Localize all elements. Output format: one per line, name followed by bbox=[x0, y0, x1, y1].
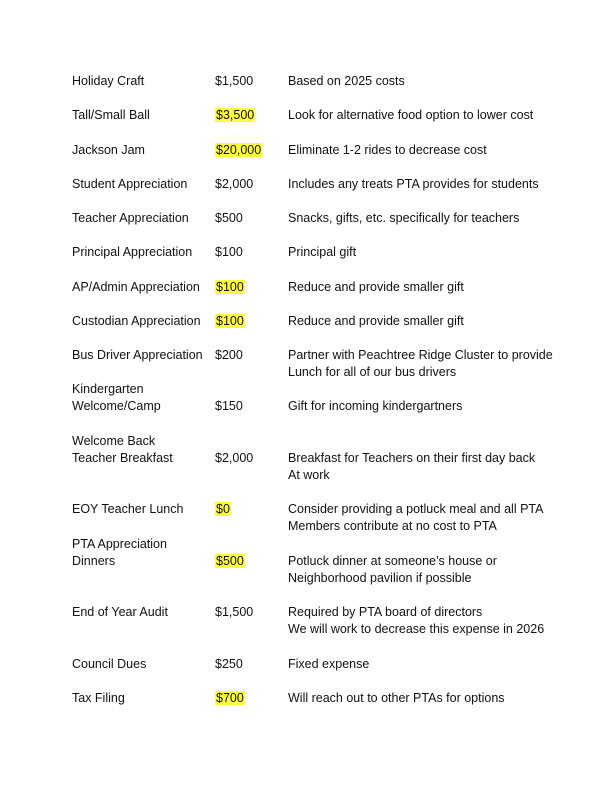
budget-amount: $150 bbox=[215, 399, 243, 413]
item-name-line: Jackson Jam bbox=[72, 143, 145, 157]
budget-note bbox=[288, 450, 588, 484]
item-name-line: Kindergarten bbox=[72, 382, 144, 396]
budget-amount-cell bbox=[215, 690, 285, 707]
budget-amount-cell bbox=[215, 656, 285, 673]
budget-amount-cell bbox=[215, 107, 285, 124]
budget-item bbox=[72, 313, 214, 330]
budget-amount-cell bbox=[215, 73, 285, 90]
budget-amount: $100 bbox=[215, 245, 243, 259]
budget-note bbox=[288, 176, 588, 193]
note-line: Based on 2025 costs bbox=[288, 74, 405, 88]
budget-amount: $500 bbox=[216, 554, 244, 568]
budget-note bbox=[288, 210, 588, 227]
budget-amount: $500 bbox=[215, 211, 243, 225]
note-line: We will work to decrease this expense in 2026 bbox=[288, 622, 545, 636]
budget-item bbox=[72, 244, 214, 261]
budget-item bbox=[72, 501, 214, 518]
budget-note bbox=[288, 501, 588, 535]
budget-amount-cell bbox=[215, 347, 285, 364]
note-line: Reduce and provide smaller gift bbox=[288, 280, 464, 294]
budget-amount: $250 bbox=[215, 657, 243, 671]
budget-amount: $3,500 bbox=[216, 108, 255, 122]
item-name-line: EOY Teacher Lunch bbox=[72, 502, 184, 516]
budget-item bbox=[72, 347, 214, 364]
note-line: Snacks, gifts, etc. specifically for teachers bbox=[288, 211, 520, 225]
budget-amount-cell bbox=[215, 244, 285, 261]
note-line: Fixed expense bbox=[288, 657, 370, 671]
item-name-line: Tall/Small Ball bbox=[72, 108, 150, 122]
budget-note bbox=[288, 398, 588, 415]
item-name-line: PTA Appreciation bbox=[72, 537, 167, 551]
item-name-line: Teacher Breakfast bbox=[72, 451, 173, 465]
budget-item bbox=[72, 176, 214, 193]
budget-item bbox=[72, 142, 214, 159]
budget-amount: $2,000 bbox=[215, 177, 254, 191]
item-name-line: Bus Driver Appreciation bbox=[72, 348, 203, 362]
item-name-line: Student Appreciation bbox=[72, 177, 188, 191]
item-name-line: Principal Appreciation bbox=[72, 245, 193, 259]
budget-amount: $0 bbox=[216, 502, 230, 516]
item-name-line: Welcome Back bbox=[72, 434, 156, 448]
budget-note bbox=[288, 553, 588, 587]
budget-item bbox=[72, 656, 214, 673]
item-name-line: End of Year Audit bbox=[72, 605, 168, 619]
budget-amount: $20,000 bbox=[216, 143, 262, 157]
budget-amount: $100 bbox=[216, 280, 244, 294]
item-name-line: Custodian Appreciation bbox=[72, 314, 201, 328]
item-name-line: Teacher Appreciation bbox=[72, 211, 189, 225]
item-name-line: AP/Admin Appreciation bbox=[72, 280, 200, 294]
budget-note bbox=[288, 142, 588, 159]
budget-amount: $700 bbox=[216, 691, 244, 705]
budget-note bbox=[288, 244, 588, 261]
budget-note bbox=[288, 73, 588, 90]
budget-item bbox=[72, 381, 214, 415]
budget-note bbox=[288, 313, 588, 330]
note-line: Look for alternative food option to lower cost bbox=[288, 108, 534, 122]
budget-amount-cell bbox=[215, 398, 285, 415]
note-line: Will reach out to other PTAs for options bbox=[288, 691, 505, 705]
note-line: Potluck dinner at someone’s house or bbox=[288, 554, 497, 568]
budget-amount-cell bbox=[215, 176, 285, 193]
budget-amount-cell bbox=[215, 604, 285, 621]
budget-item bbox=[72, 690, 214, 707]
item-name-line: Council Dues bbox=[72, 657, 147, 671]
item-name-line: Tax Filing bbox=[72, 691, 125, 705]
budget-amount: $1,500 bbox=[215, 74, 254, 88]
note-line: Gift for incoming kindergartners bbox=[288, 399, 463, 413]
budget-item bbox=[72, 107, 214, 124]
item-name-line: Welcome/Camp bbox=[72, 399, 161, 413]
budget-amount: $1,500 bbox=[215, 605, 254, 619]
item-name-line: Holiday Craft bbox=[72, 74, 145, 88]
note-line: Reduce and provide smaller gift bbox=[288, 314, 464, 328]
budget-amount-cell bbox=[215, 313, 285, 330]
note-line: Required by PTA board of directors bbox=[288, 605, 483, 619]
note-line: Lunch for all of our bus drivers bbox=[288, 365, 457, 379]
budget-note bbox=[288, 604, 588, 638]
budget-note bbox=[288, 107, 588, 124]
budget-note bbox=[288, 690, 588, 707]
note-line: Members contribute at no cost to PTA bbox=[288, 519, 497, 533]
budget-amount-cell bbox=[215, 450, 285, 467]
budget-item bbox=[72, 536, 214, 570]
note-line: Includes any treats PTA provides for students bbox=[288, 177, 539, 191]
budget-amount-cell bbox=[215, 279, 285, 296]
note-line: Breakfast for Teachers on their first day back bbox=[288, 451, 536, 465]
note-line: Principal gift bbox=[288, 245, 357, 259]
budget-amount: $2,000 bbox=[215, 451, 254, 465]
budget-note bbox=[288, 347, 588, 381]
note-line: Eliminate 1-2 rides to decrease cost bbox=[288, 143, 487, 157]
budget-amount: $200 bbox=[215, 348, 243, 362]
note-line: Consider providing a potluck meal and all PTA bbox=[288, 502, 544, 516]
note-line: At work bbox=[288, 468, 330, 482]
note-line: Partner with Peachtree Ridge Cluster to provide bbox=[288, 348, 553, 362]
budget-item bbox=[72, 73, 214, 90]
budget-item bbox=[72, 210, 214, 227]
budget-amount-cell bbox=[215, 553, 285, 570]
budget-item bbox=[72, 433, 214, 467]
budget-amount-cell bbox=[215, 142, 285, 159]
budget-note bbox=[288, 656, 588, 673]
note-line: Neighborhood pavilion if possible bbox=[288, 571, 472, 585]
budget-amount-cell bbox=[215, 210, 285, 227]
budget-item bbox=[72, 604, 214, 621]
budget-note bbox=[288, 279, 588, 296]
budget-amount-cell bbox=[215, 501, 285, 518]
item-name-line: Dinners bbox=[72, 554, 116, 568]
budget-item bbox=[72, 279, 214, 296]
budget-amount: $100 bbox=[216, 314, 244, 328]
